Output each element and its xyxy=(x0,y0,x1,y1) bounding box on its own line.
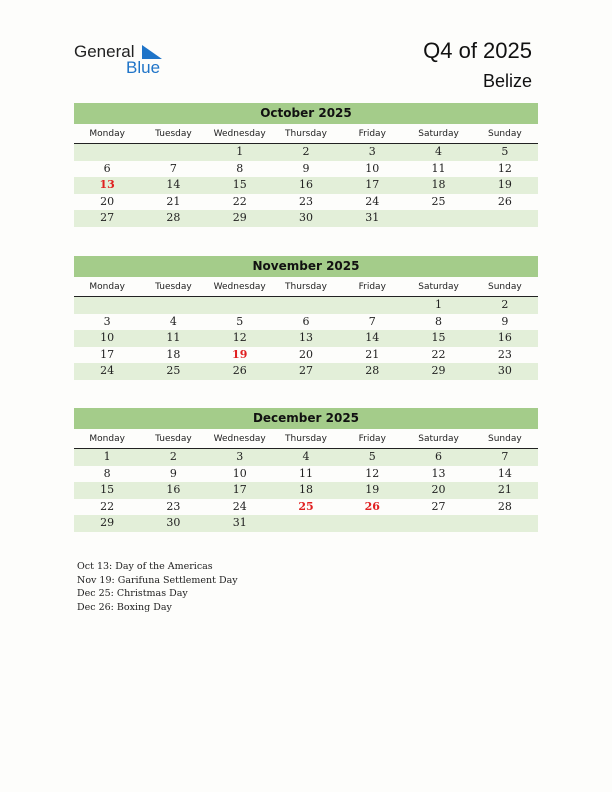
date-cell: 21 xyxy=(497,483,512,496)
date-cell: 1 xyxy=(435,298,443,311)
holiday-date-cell: 13 xyxy=(99,178,115,191)
date-cell: 20 xyxy=(431,483,446,496)
date-cell xyxy=(273,297,339,314)
date-cell: 29 xyxy=(232,211,247,224)
date-cell: 15 xyxy=(100,483,115,496)
week-row xyxy=(74,499,538,516)
date-cell: 17 xyxy=(232,483,247,496)
week-row xyxy=(74,177,538,194)
holiday-note: Nov 19: Garifuna Settlement Day xyxy=(77,574,238,586)
weekday-label: Saturday xyxy=(418,282,459,292)
date-cell: 7 xyxy=(368,314,376,328)
date-cell: 8 xyxy=(435,314,443,328)
date-cell: 28 xyxy=(166,211,181,224)
date-cell: 10 xyxy=(100,331,115,344)
date-cell xyxy=(140,144,206,161)
date-cell: 19 xyxy=(365,483,380,496)
week-row xyxy=(74,363,538,380)
date-cell: 14 xyxy=(166,178,181,191)
date-cell: 12 xyxy=(497,161,512,175)
date-cell: 2 xyxy=(169,450,177,463)
date-cell: 14 xyxy=(365,331,380,344)
date-cell xyxy=(207,297,273,314)
date-cell: 4 xyxy=(435,145,443,158)
date-cell: 5 xyxy=(236,314,244,328)
date-cell: 7 xyxy=(169,161,177,175)
date-cell: 3 xyxy=(103,314,111,328)
date-cell: 5 xyxy=(368,450,376,463)
month-november xyxy=(74,256,538,380)
weekday-label: Sunday xyxy=(487,129,522,139)
date-cell: 25 xyxy=(431,194,446,208)
weekday-label: Wednesday xyxy=(213,282,266,292)
weekday-label: Thursday xyxy=(285,434,327,444)
holiday-date-cell: 25 xyxy=(298,499,314,513)
date-cell: 24 xyxy=(365,194,380,208)
weekday-label: Monday xyxy=(89,129,125,139)
week-row xyxy=(74,330,538,347)
weekday-label: Thursday xyxy=(285,129,327,139)
date-cell: 8 xyxy=(236,161,244,175)
country-name: Belize xyxy=(482,71,532,91)
week-row xyxy=(74,449,538,466)
date-cell: 29 xyxy=(100,516,115,529)
date-cell: 1 xyxy=(236,145,244,158)
weekday-label: Sunday xyxy=(487,282,522,292)
date-cell: 4 xyxy=(169,314,177,328)
week-row xyxy=(74,194,538,211)
holiday-notes xyxy=(77,560,238,614)
date-cell: 12 xyxy=(232,331,247,344)
date-cell: 15 xyxy=(431,331,446,344)
weekday-label: Friday xyxy=(358,434,386,444)
date-cell: 21 xyxy=(365,347,380,361)
date-cell: 27 xyxy=(431,499,446,513)
date-cell xyxy=(405,210,471,227)
date-cell xyxy=(339,515,405,532)
date-cell: 23 xyxy=(298,194,313,208)
date-cell: 30 xyxy=(166,516,181,529)
date-cell: 6 xyxy=(103,161,111,175)
date-cell: 23 xyxy=(166,499,181,513)
month-title: November 2025 xyxy=(74,256,538,277)
holiday-note: Dec 26: Boxing Day xyxy=(77,601,172,613)
holiday-date-cell: 26 xyxy=(364,499,380,513)
month-october xyxy=(74,103,538,227)
month-title: December 2025 xyxy=(74,408,538,429)
date-cell: 18 xyxy=(298,483,313,496)
date-cell xyxy=(140,297,206,314)
date-cell: 24 xyxy=(100,364,115,377)
weekday-header-row xyxy=(74,279,538,297)
date-cell: 11 xyxy=(431,161,446,175)
date-cell: 26 xyxy=(497,194,512,208)
weekday-label: Tuesday xyxy=(155,434,192,444)
date-cell: 10 xyxy=(365,161,380,175)
date-cell: 26 xyxy=(232,364,247,377)
weekday-label: Sunday xyxy=(487,434,522,444)
date-cell: 9 xyxy=(501,314,509,328)
date-cell xyxy=(74,297,140,314)
date-cell: 20 xyxy=(100,194,115,208)
date-cell: 18 xyxy=(431,178,446,191)
date-cell: 16 xyxy=(166,483,181,496)
weekday-label: Saturday xyxy=(418,129,459,139)
date-cell: 16 xyxy=(497,331,512,344)
weekday-label: Saturday xyxy=(418,434,459,444)
date-cell: 22 xyxy=(100,499,115,513)
date-cell: 11 xyxy=(298,466,313,480)
date-cell: 6 xyxy=(302,314,310,328)
date-cell: 4 xyxy=(302,450,310,463)
date-cell: 7 xyxy=(501,450,509,463)
date-cell: 23 xyxy=(497,347,512,361)
date-cell: 30 xyxy=(497,364,512,377)
date-cell: 3 xyxy=(236,450,244,463)
date-cell: 27 xyxy=(100,211,115,224)
weekday-header-row xyxy=(74,431,538,449)
date-cell: 14 xyxy=(497,466,512,480)
date-cell xyxy=(339,297,405,314)
week-row xyxy=(74,482,538,499)
date-cell: 21 xyxy=(166,194,181,208)
date-cell: 22 xyxy=(431,347,446,361)
date-cell: 12 xyxy=(365,466,380,480)
date-cell: 13 xyxy=(431,466,446,480)
month-december xyxy=(74,408,538,532)
weekday-label: Wednesday xyxy=(213,129,266,139)
week-row xyxy=(74,144,538,161)
date-cell: 17 xyxy=(100,347,115,361)
date-cell: 31 xyxy=(365,211,380,224)
weekday-label: Monday xyxy=(89,434,125,444)
date-cell: 10 xyxy=(232,466,247,480)
date-cell: 15 xyxy=(232,178,247,191)
logo-general-text: General xyxy=(74,42,135,61)
date-cell xyxy=(472,210,538,227)
date-cell: 17 xyxy=(365,178,380,191)
date-cell: 31 xyxy=(232,516,247,529)
date-cell: 28 xyxy=(365,364,380,377)
weekday-label: Monday xyxy=(89,282,125,292)
date-cell: 9 xyxy=(169,466,177,480)
date-cell: 20 xyxy=(298,347,313,361)
date-cell: 3 xyxy=(368,145,376,158)
weekday-label: Friday xyxy=(358,129,386,139)
holiday-date-cell: 19 xyxy=(232,347,248,361)
date-cell: 11 xyxy=(166,331,181,344)
date-cell: 2 xyxy=(302,145,310,158)
date-cell: 8 xyxy=(103,466,111,480)
week-row xyxy=(74,161,538,178)
logo-triangle-icon xyxy=(142,45,162,59)
date-cell: 24 xyxy=(232,499,247,513)
date-cell: 13 xyxy=(298,331,313,344)
week-row xyxy=(74,347,538,364)
weekday-label: Tuesday xyxy=(155,129,192,139)
week-row xyxy=(74,466,538,483)
date-cell: 30 xyxy=(298,211,313,224)
week-row xyxy=(74,210,538,227)
date-cell: 18 xyxy=(166,347,181,361)
date-cell: 1 xyxy=(103,450,111,463)
weekday-label: Wednesday xyxy=(213,434,266,444)
date-cell: 19 xyxy=(497,178,512,191)
date-cell: 16 xyxy=(298,178,313,191)
date-cell: 22 xyxy=(232,194,247,208)
date-cell: 2 xyxy=(501,298,509,311)
date-cell xyxy=(74,144,140,161)
weekday-label: Thursday xyxy=(285,282,327,292)
page-title: Q4 of 2025 xyxy=(423,38,532,63)
weekday-label: Friday xyxy=(358,282,386,292)
weekday-header-row xyxy=(74,126,538,144)
date-cell: 28 xyxy=(497,499,512,513)
date-cell xyxy=(472,515,538,532)
week-row xyxy=(74,297,538,314)
date-cell: 5 xyxy=(501,145,509,158)
date-cell: 6 xyxy=(435,450,443,463)
date-cell xyxy=(273,515,339,532)
date-cell: 29 xyxy=(431,364,446,377)
month-title: October 2025 xyxy=(74,103,538,124)
holiday-note: Dec 25: Christmas Day xyxy=(77,588,188,599)
date-cell xyxy=(405,515,471,532)
holiday-note: Oct 13: Day of the Americas xyxy=(77,561,213,572)
week-row xyxy=(74,515,538,532)
weekday-label: Tuesday xyxy=(155,282,192,292)
logo xyxy=(74,42,174,78)
date-cell: 9 xyxy=(302,161,310,175)
logo-blue-text: Blue xyxy=(126,58,161,77)
date-cell: 27 xyxy=(298,364,313,377)
week-row xyxy=(74,314,538,331)
date-cell: 25 xyxy=(166,364,181,377)
